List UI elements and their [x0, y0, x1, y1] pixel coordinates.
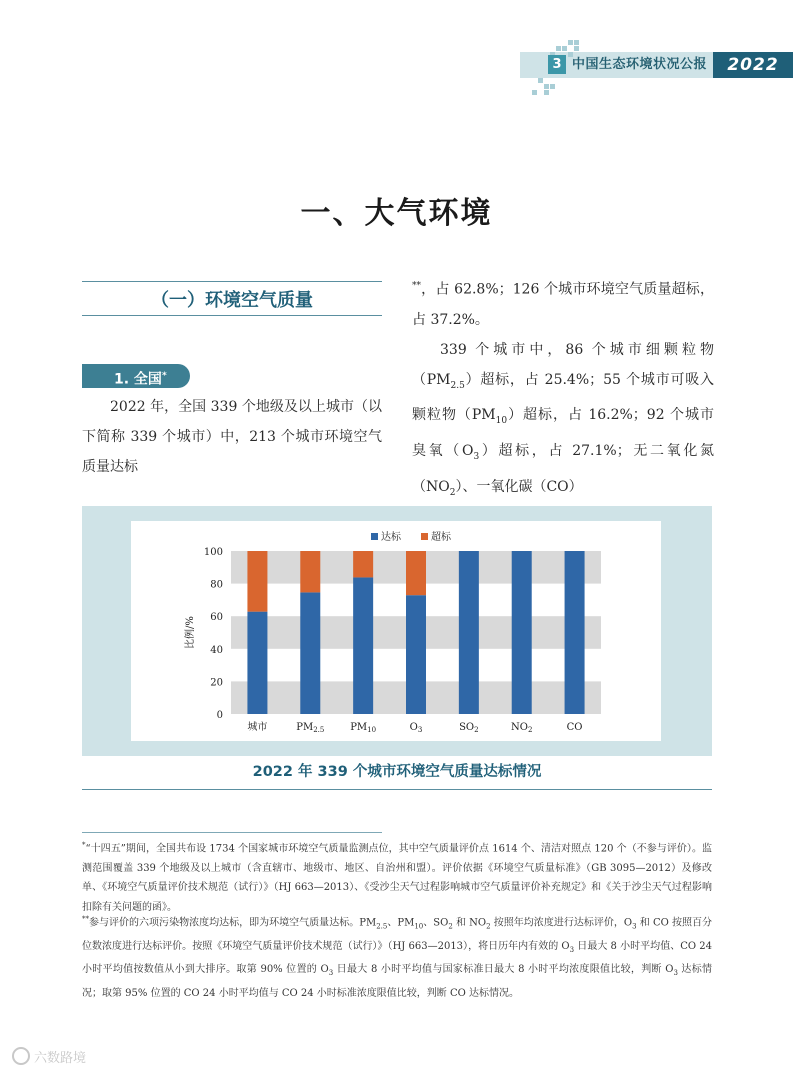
- bar-pass: [512, 551, 532, 714]
- y-tick-label: 20: [210, 677, 223, 689]
- bar-fail: [300, 551, 320, 592]
- x-tick-label: $PM_{10}$: [350, 722, 377, 734]
- footnote-2: **参与评价的六项污染物浓度均达标，即为环境空气质量达标。$PM_{2.5}$、$PM_{10}$、$SO_2$ 和 $NO_2$ 按照年均浓度进行达标评价，$O_3$ 和 CO 按照百分位数浓度进行达标评价。按照《环境空气质量评价技术规范（试行）》（HJ 663—2013），将日历年内有效的 $O_3$ 日最大 8 小时平均值、CO 24 小时平均值按数值从小到大排序。取第 90% 位置的 $O_3$ 日最大 8 小时平均值与国家标准日最大 8 小时平均浓度限值比较，判断 $O_3$ 达标情况；取第 95% 位置的 CO 24 小时平均值与 CO 24 小时标准浓度限值比较，判断 CO 达标情况。: [82, 915, 713, 999]
- watermark: 六数路境: [12, 1047, 86, 1066]
- legend-label: 超标: [431, 532, 451, 543]
- x-tick-label: $PM_{2.5}$: [296, 722, 325, 734]
- x-tick-label: $NO_2$: [511, 722, 533, 734]
- section-bottom-rule: [82, 315, 382, 316]
- y-axis-label: 比例/%: [185, 616, 196, 649]
- paragraph-2: 339 个城市中，86 个城市细颗粒物$(PM_{2.5})$超标，占 25.4%；55 个城市可吸入颗粒物$(PM_{10})$超标，占 16.2%；92 个城市臭氧$(O_3)$超标，占 27.1%；无二氧化氮$(NO_2)$、一氧化碳（CO）: [412, 341, 714, 498]
- section-top-rule: [82, 281, 382, 282]
- report-year: 2022: [713, 52, 793, 78]
- x-tick-label: $SO_2$: [459, 722, 479, 734]
- chart-caption: 2022 年 339 个城市环境空气质量达标情况: [252, 764, 542, 780]
- bar-pass: [459, 551, 479, 714]
- bar-fail: [353, 551, 373, 577]
- body-left-column: [82, 392, 382, 482]
- footnote-rule: [82, 832, 382, 833]
- y-tick-label: 100: [203, 547, 223, 558]
- body-right-column: [412, 271, 714, 508]
- page-title: 一、大气环境: [300, 196, 493, 231]
- subsection-mark: *: [161, 371, 167, 381]
- legend-swatch: [421, 533, 428, 540]
- x-tick-label: $O_3$: [409, 722, 423, 734]
- subsection-text: 1. 全国: [114, 371, 162, 388]
- bar-pass: [300, 592, 320, 714]
- watermark-logo-icon: [12, 1047, 30, 1065]
- legend-swatch: [371, 533, 378, 540]
- y-tick-label: 80: [210, 579, 223, 591]
- paragraph-1: 2022 年，全国 339 个地级及以上城市（以下简称 339 个城市）中，213 个城市环境空气质量达标: [82, 399, 382, 475]
- bar-pass: [353, 577, 373, 714]
- bar-fail: [406, 551, 426, 595]
- chart-bottom-rule: [82, 789, 712, 790]
- bar-fail: [247, 551, 267, 612]
- report-title: 中国生态环境状况公报: [572, 57, 708, 72]
- compliance-bar-chart: [131, 521, 661, 741]
- x-tick-label: 城市: [247, 722, 268, 733]
- chart-panel: [131, 521, 661, 741]
- paragraph-1-continued: **，占 62.8%；126 个城市环境空气质量超标，占 37.2%。: [412, 281, 714, 328]
- y-tick-label: 0: [216, 710, 223, 721]
- subsection-label: [82, 364, 190, 388]
- y-tick-label: 40: [210, 644, 223, 656]
- y-tick-label: 60: [210, 612, 223, 624]
- footnote-1: *“十四五”期间，全国共布设 1734 个国家城市环境空气质量监测点位，其中空气质量评价点 1614 个、清洁对照点 120 个（不参与评价）。监测范围覆盖 339 个地级及以上城市（含直辖市、地级市、地区、自治州和盟）。评价依据《环境空气质量标准》（GB 3095—2012）及修改单、《环境空气质量评价技术规范（试行）》（HJ 663—2013）、《受沙尘天气过程影响城市空气质量评价补充规定》和《关于沙尘天气过程影响扣除有关问题的函》。: [82, 841, 712, 913]
- bar-pass: [565, 551, 585, 714]
- x-tick-label: CO: [566, 722, 583, 733]
- bar-pass: [247, 612, 267, 714]
- legend-label: 达标: [381, 532, 401, 543]
- section-title: （一）环境空气质量: [151, 290, 313, 311]
- chapter-number: 3: [548, 55, 566, 74]
- bar-pass: [406, 595, 426, 714]
